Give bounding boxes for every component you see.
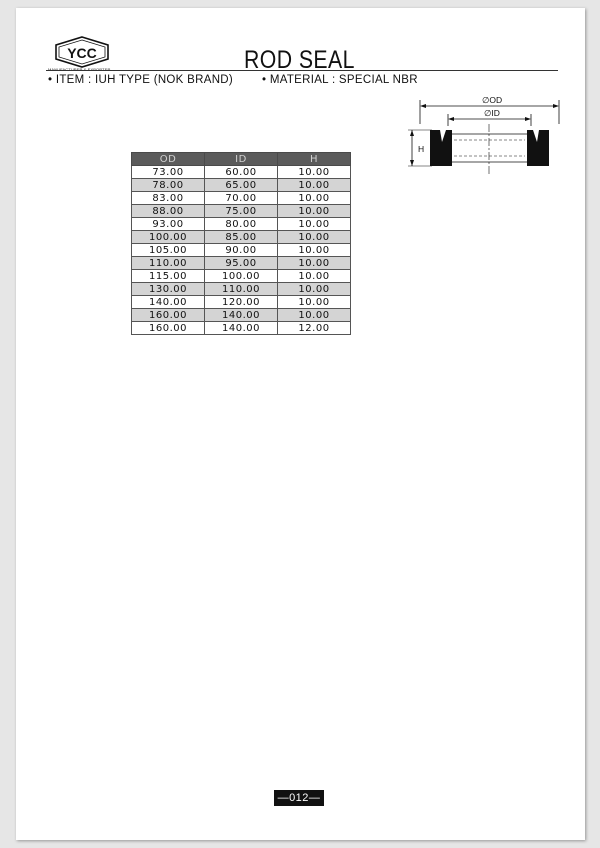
cell-h: 10.00 bbox=[278, 244, 351, 257]
table-row bbox=[132, 322, 351, 335]
seal-cross-section-diagram bbox=[394, 94, 564, 180]
item-spec: • ITEM : IUH TYPE (NOK BRAND) bbox=[48, 74, 234, 86]
cell-h: 10.00 bbox=[278, 231, 351, 244]
table-row bbox=[132, 166, 351, 179]
logo-text: YCC bbox=[67, 45, 97, 61]
cell-od: 83.00 bbox=[132, 192, 205, 205]
table-header-row bbox=[132, 153, 351, 166]
table-row bbox=[132, 231, 351, 244]
header-od: OD bbox=[132, 153, 205, 166]
table-row bbox=[132, 205, 351, 218]
cell-od: 73.00 bbox=[132, 166, 205, 179]
cell-h: 10.00 bbox=[278, 270, 351, 283]
table-row bbox=[132, 296, 351, 309]
od-label: ∅OD bbox=[482, 95, 503, 105]
cell-h: 10.00 bbox=[278, 296, 351, 309]
cell-id: 140.00 bbox=[205, 322, 278, 335]
cell-id: 65.00 bbox=[205, 179, 278, 192]
cell-id: 60.00 bbox=[205, 166, 278, 179]
cell-h: 10.00 bbox=[278, 166, 351, 179]
cell-h: 10.00 bbox=[278, 218, 351, 231]
material-spec: • MATERIAL : SPECIAL NBR bbox=[262, 74, 418, 86]
cell-id: 120.00 bbox=[205, 296, 278, 309]
cell-id: 110.00 bbox=[205, 283, 278, 296]
cell-h: 10.00 bbox=[278, 257, 351, 270]
cell-h: 10.00 bbox=[278, 179, 351, 192]
table-row bbox=[132, 192, 351, 205]
cell-od: 93.00 bbox=[132, 218, 205, 231]
cell-h: 10.00 bbox=[278, 283, 351, 296]
table-row bbox=[132, 270, 351, 283]
logo-caption: MANUFACTURER & EXPORTER bbox=[48, 67, 111, 72]
cell-h: 10.00 bbox=[278, 309, 351, 322]
cell-od: 105.00 bbox=[132, 244, 205, 257]
table-body bbox=[132, 166, 351, 335]
cell-od: 88.00 bbox=[132, 205, 205, 218]
cell-id: 85.00 bbox=[205, 231, 278, 244]
cell-h: 10.00 bbox=[278, 205, 351, 218]
title-rule bbox=[46, 70, 558, 71]
cell-od: 130.00 bbox=[132, 283, 205, 296]
cell-h: 12.00 bbox=[278, 322, 351, 335]
table-row bbox=[132, 179, 351, 192]
page-number: —012— bbox=[274, 790, 324, 806]
size-table bbox=[131, 152, 351, 335]
header-h: H bbox=[278, 153, 351, 166]
table-row bbox=[132, 309, 351, 322]
table-row bbox=[132, 244, 351, 257]
cell-id: 75.00 bbox=[205, 205, 278, 218]
cell-id: 80.00 bbox=[205, 218, 278, 231]
catalog-page bbox=[16, 8, 585, 840]
table-row bbox=[132, 283, 351, 296]
table-row bbox=[132, 257, 351, 270]
page-title: ROD SEAL bbox=[244, 46, 355, 74]
cell-od: 78.00 bbox=[132, 179, 205, 192]
cell-od: 110.00 bbox=[132, 257, 205, 270]
cell-id: 95.00 bbox=[205, 257, 278, 270]
id-label: ∅ID bbox=[484, 108, 500, 118]
cell-od: 160.00 bbox=[132, 309, 205, 322]
cell-id: 90.00 bbox=[205, 244, 278, 257]
cell-od: 140.00 bbox=[132, 296, 205, 309]
cell-id: 100.00 bbox=[205, 270, 278, 283]
cell-od: 160.00 bbox=[132, 322, 205, 335]
cell-id: 140.00 bbox=[205, 309, 278, 322]
cell-od: 115.00 bbox=[132, 270, 205, 283]
cell-id: 70.00 bbox=[205, 192, 278, 205]
cell-od: 100.00 bbox=[132, 231, 205, 244]
table-row bbox=[132, 218, 351, 231]
cell-h: 10.00 bbox=[278, 192, 351, 205]
h-label: H bbox=[418, 144, 425, 154]
header-id: ID bbox=[205, 153, 278, 166]
